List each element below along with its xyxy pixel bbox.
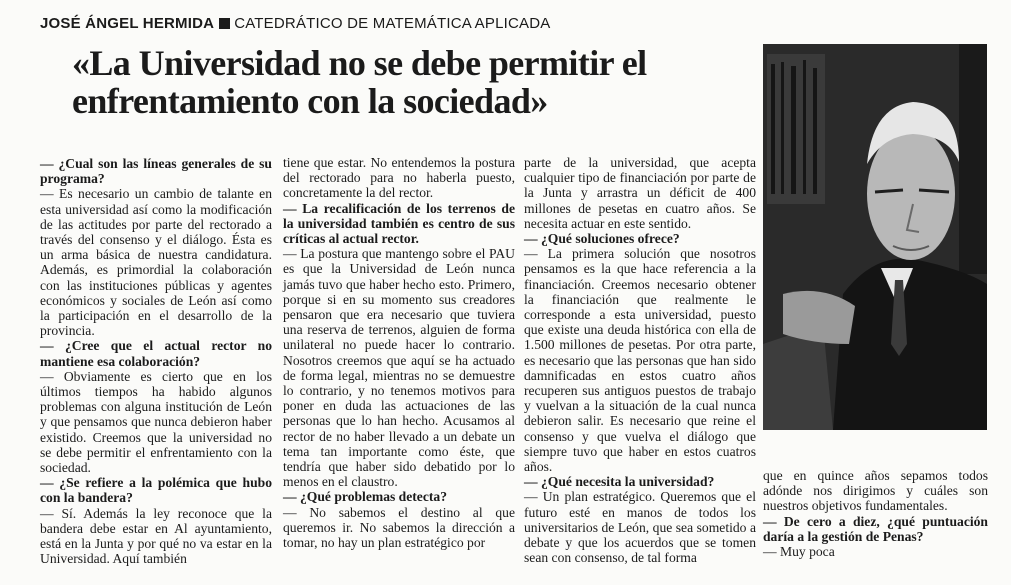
headline-line-2: enfrentamiento con la sociedad» — [72, 81, 548, 121]
interview-answer: — Sí. Además la ley reconoce que la bandera debe estar en Al ayuntamiento, está en la Junta y por qué no va estar en la Universidad. Aquí también — [40, 505, 272, 567]
portrait-illustration — [763, 44, 987, 430]
article-column-3 — [524, 155, 756, 565]
interview-question: — ¿Qué soluciones ofrece? — [524, 231, 680, 247]
author-role: CATEDRÁTICO DE MATEMÁTICA APLICADA — [234, 15, 551, 32]
interview-answer: — La primera solución que nosotros pensamos es la que hace referencia a la financiación. Creemos necesario obtener la financiación que realmente le corresponde a esta universidad, puesto que existe una deuda histórica con ella de 1.500 millones de pesetas. Por otra parte, es necesario que las personas que han sido damnificadas en estos cuatro años recuperen sus antiguos puestos de trabajo y vuelvan a la situación de la cual nunca debieron salir. Es necesario que reine el consenso y que vuelva el diálogo que siempre tuvo que haber en estos cuatros años. — [524, 246, 756, 475]
interview-answer: — No sabemos el destino al que queremos ir. No sabemos la dirección a tomar, no hay un plan estratégico por — [283, 504, 515, 551]
interview-question: — ¿Se refiere a la polémica que hubo con la bandera? — [40, 475, 272, 506]
interview-answer: — Obviamente es cierto que en los últimos tiempos ha habido algunos problemas con alguna institución de León y que pensamos que nunca debieron haber existido. Creemos que la universidad no se debe permitir el enfrentamiento con la sociedad. — [40, 368, 272, 476]
author-name: JOSÉ ÁNGEL HERMIDA — [40, 15, 215, 32]
article-column-2 — [283, 155, 515, 550]
headline — [72, 44, 752, 120]
interview-answer: tiene que estar. No entendemos la postura del rectorado para no haberla puesto, concretamente la del rector. — [283, 155, 515, 201]
interview-question: — ¿Qué problemas detecta? — [283, 489, 447, 505]
byline — [40, 15, 550, 32]
interview-answer: — Es necesario un cambio de talante en esta universidad así como la modificación de las actitudes por parte del rectorado a través del consenso y el diálogo. Ésta es un arma básica de nuestra candidatura. Además, es primordial la colaboración con las instituciones públicas y agentes económicos y sociales de León así como la participación en el desarrollo de la provincia. — [40, 186, 272, 339]
article-column-4 — [763, 468, 988, 559]
interview-question: — ¿Cual son las líneas generales de su programa? — [40, 156, 272, 187]
square-bullet-icon — [219, 18, 230, 29]
interview-answer: parte de la universidad, que acepta cualquier tipo de financiación por parte de la Junta y arrastra un déficit de 400 millones de pesetas en cuatro años. Se necesita actuar en este sentido. — [524, 155, 756, 231]
headline-line-1: «La Universidad no se debe permitir el — [72, 43, 647, 83]
interview-answer: — Muy poca — [763, 544, 835, 560]
interview-question: — ¿Qué necesita la universidad? — [524, 474, 715, 490]
interview-answer: — Un plan estratégico. Queremos que el futuro esté en manos de todos los universitarios de León, que sea sometido a debate y que los acuerdos que se tomen sean con consenso, de tal forma — [524, 489, 756, 566]
interview-answer: — La postura que mantengo sobre el PAU es que la Universidad de León nunca jamás tuvo que haber hecho esto. Primero, porque si en su momento sus creadores pensaron que era necesario que tuviera una reserva de terrenos, alguien de forma unilateral no puede hacer lo contrario. Nosotros creemos que aquí se ha actuado de forma legal, mientras no se demuestre lo contrario, y no tenemos motivos para poner en duda las actuaciones de las personas que lo han hecho. Acusamos al rector de no haber llevado a un debate un tema tan importante como éste, que tendría que haber sido debatido por lo menos en el claustro. — [283, 246, 515, 490]
portrait-photo — [763, 44, 987, 430]
interview-question: — La recalificación de los terrenos de la universidad también es centro de sus críticas al actual rector. — [283, 200, 515, 247]
interview-question: — ¿Cree que el actual rector no mantiene esa colaboración? — [40, 338, 272, 369]
interview-answer: que en quince años sepamos todos adónde nos dirigimos y cuáles son nuestros objetivos fundamentales. — [763, 468, 988, 514]
article-column-1 — [40, 156, 272, 566]
interview-question: — De cero a diez, ¿qué puntuación daría a la gestión de Penas? — [763, 513, 988, 544]
